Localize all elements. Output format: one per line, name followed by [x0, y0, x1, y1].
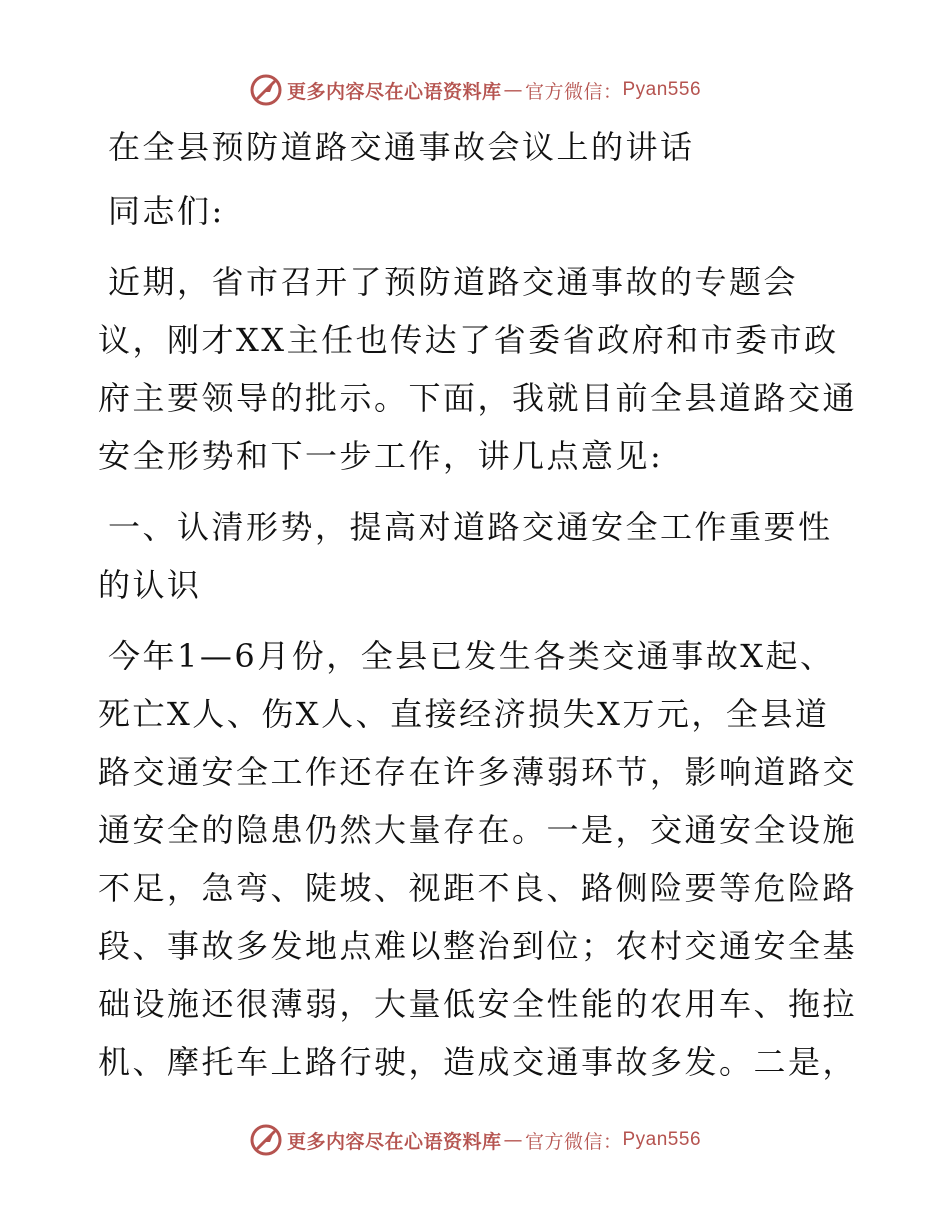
watermark-label: 官方微信：	[524, 1130, 623, 1153]
watermark-brand: 更多内容尽在心语资料库	[286, 1130, 502, 1153]
watermark-label: 官方微信：	[524, 80, 623, 103]
watermark-account: Pyan556	[622, 1129, 702, 1150]
watermark-banner-bottom	[0, 1120, 950, 1160]
section-heading: 一、认清形势，提高对道路交通安全工作重要性的认识	[98, 508, 833, 604]
watermark-account: Pyan556	[622, 79, 702, 100]
watermark-brand: 更多内容尽在心语资料库	[286, 80, 502, 103]
document-title: 在全县预防道路交通事故会议上的讲话	[108, 128, 695, 166]
quill-logo-icon	[249, 73, 283, 107]
salutation: 同志们:	[108, 192, 225, 230]
watermark-separator: —	[503, 1129, 523, 1151]
watermark-banner-top	[0, 70, 950, 110]
quill-logo-icon	[249, 1123, 283, 1157]
document-body	[98, 118, 858, 1091]
paragraph: 近期，省市召开了预防道路交通事故的专题会议，刚才XX主任也传达了省委省政府和市委市政府主要领导的批示。下面，我就目前全县道路交通安全形势和下一步工作，讲几点意见:	[98, 263, 858, 475]
watermark-separator: —	[503, 79, 523, 101]
paragraph: 今年1—6月份，全县已发生各类交通事故X起、死亡X人、伤X人、直接经济损失X万元，全县道路交通安全工作还存在许多薄弱环节，影响道路交通安全的隐患仍然大量存在。一是，交通安全设施不足，急弯、陡坡、视距不良、路侧险要等危险路段、事故多发地点难以整治到位；农村交通安全基础设施还很薄弱，大量低安全性能的农用车、拖拉机、摩托车上路行驶，造成交通事故多发。二是，	[98, 637, 858, 1081]
